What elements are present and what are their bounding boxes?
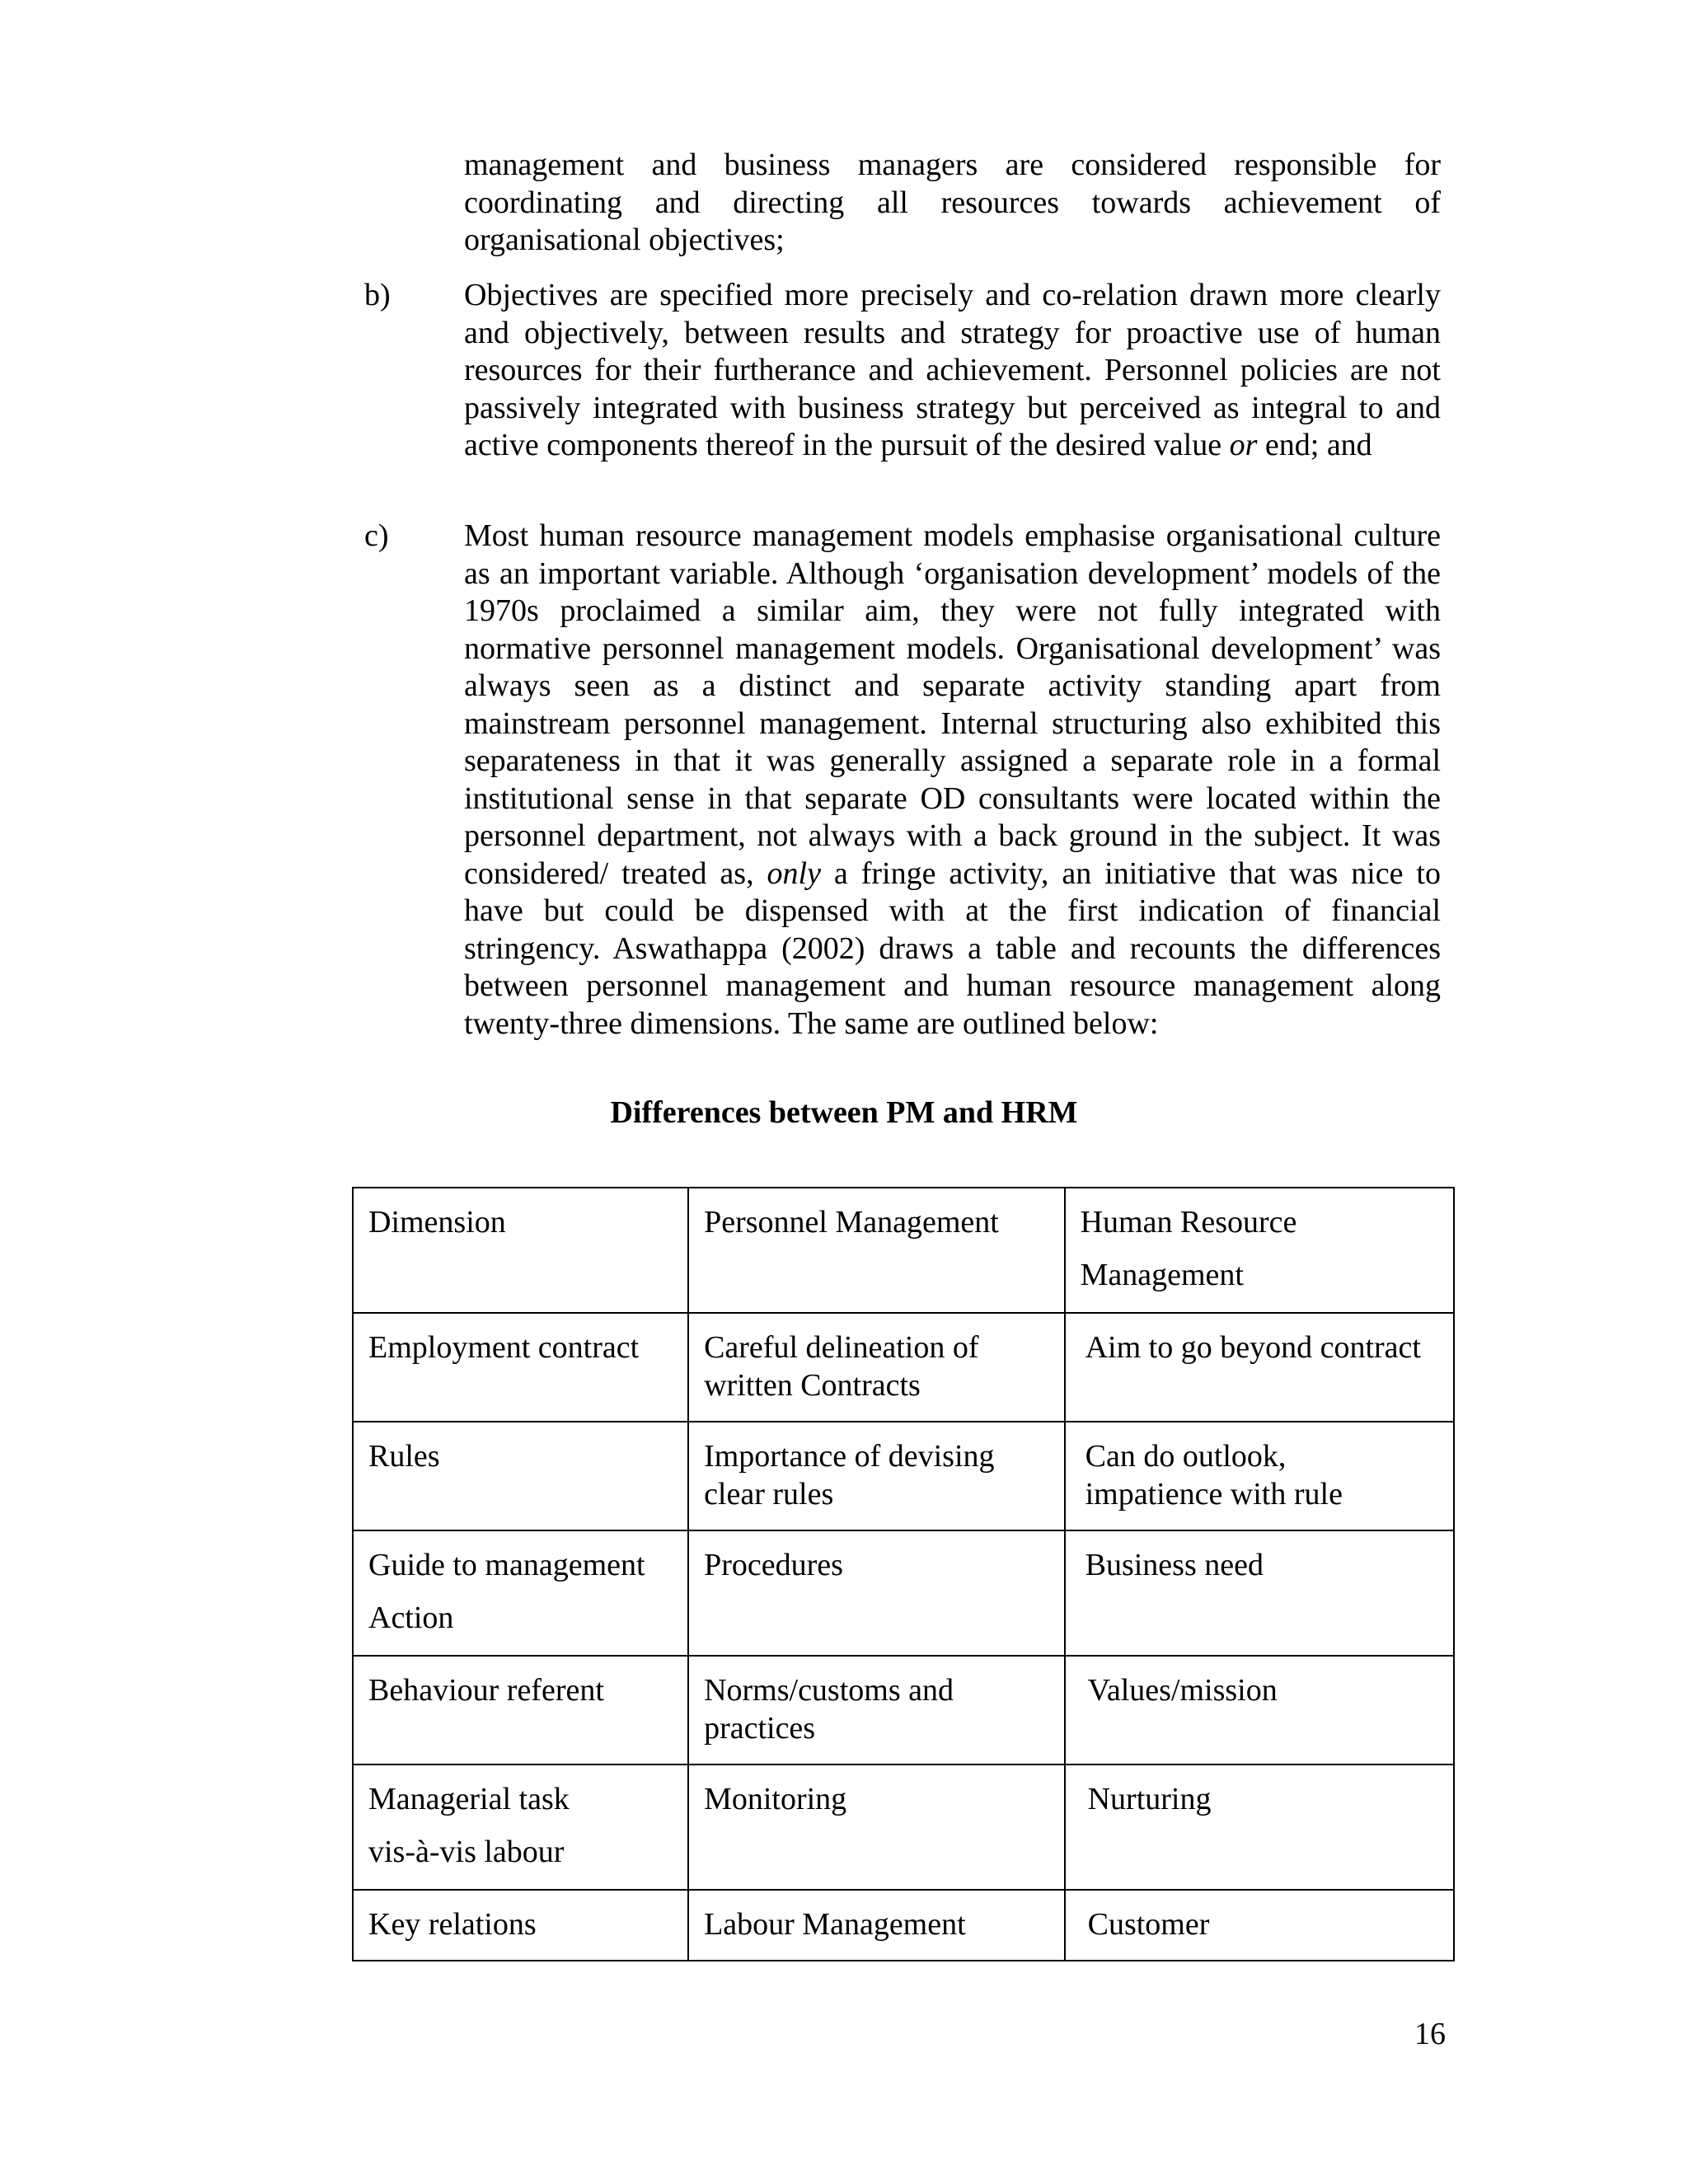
cell-dimension: Guide to management Action	[353, 1530, 688, 1656]
cell-pm: Labour Management	[688, 1890, 1065, 1961]
cell-hrm: Business need	[1065, 1530, 1454, 1656]
item-c-paragraph	[464, 518, 1441, 1043]
table-row	[353, 1422, 1454, 1530]
cell-hrm: Nurturing	[1065, 1765, 1454, 1890]
cell-pm: Importance of devising clear rules	[688, 1422, 1065, 1530]
table-row	[353, 1890, 1454, 1961]
item-c-italic: only	[767, 855, 821, 891]
item-b-italic: or	[1229, 428, 1258, 462]
cell-pm: Careful delineation of written Contracts	[688, 1313, 1065, 1422]
header-hrm: Human Resource Management	[1065, 1188, 1454, 1313]
table-title: Differences between PM and HRM	[610, 1095, 1078, 1130]
cell-dimension: Key relations	[353, 1890, 688, 1961]
cell-pm: Norms/customs and practices	[688, 1656, 1065, 1765]
cell-hrm: Can do outlook, impatience with rule	[1065, 1422, 1454, 1530]
header-dimension: Dimension	[353, 1188, 688, 1313]
cell-hrm: Values/mission	[1065, 1656, 1454, 1765]
table-row	[353, 1530, 1454, 1656]
cell-dimension: Rules	[353, 1422, 688, 1530]
cell-dimension: Behaviour referent	[353, 1656, 688, 1765]
cell-hrm: Aim to go beyond contract	[1065, 1313, 1454, 1422]
cell-dimension: Managerial task vis-à-vis labour	[353, 1765, 688, 1890]
table-row	[353, 1656, 1454, 1765]
pm-hrm-table	[352, 1187, 1455, 1961]
item-c-text: Most human resource management models emphasise organisational culture as an important variable. Although ‘organisation development’ models of the 1970s proclaimed a similar aim, they were not fully integrated with normative personnel management models. Organisational development’ was always seen as a distinct and separate activity standing apart from mainstream personnel management. Internal structuring also exhibited this separateness in that it was generally assigned a separate role in a formal institutional sense in that separate OD consultants were located within the personnel department, not always with a back ground in the subject. It was considered/ treated as,	[464, 518, 1441, 891]
table-header-row	[353, 1188, 1454, 1313]
item-b-label: b)	[364, 278, 391, 312]
item-c-label: c)	[364, 518, 389, 553]
item-b-text-end: end; and	[1257, 428, 1372, 462]
cell-pm: Monitoring	[688, 1765, 1065, 1890]
page-number: 16	[1414, 2017, 1446, 2051]
item-c-text-end: a fringe activity, an initiative that was nice to have but could be dispensed with at the first indication of financial stringency. Aswathappa (2002) draws a table and recounts the differences between personnel management and human resource management along twenty-three dimensions. The same are outlined below:	[464, 855, 1441, 1041]
cell-dimension: Employment contract	[353, 1313, 688, 1422]
cell-pm: Procedures	[688, 1530, 1065, 1656]
table-row	[353, 1765, 1454, 1890]
item-b-paragraph	[464, 277, 1441, 465]
intro-paragraph: management and business managers are considered responsible for coordinating and directing all resources towards achievement of organisational objectives;	[464, 148, 1441, 257]
header-pm: Personnel Management	[688, 1188, 1065, 1313]
table-row	[353, 1313, 1454, 1422]
item-b-text: Objectives are specified more precisely and co-relation drawn more clearly and objectively, between results and strategy for proactive use of human resources for their furtherance and achievement. Personnel policies are not passively integrated with business strategy but perceived as integral to and active components thereof in the pursuit of the desired value	[464, 278, 1441, 462]
cell-hrm: Customer	[1065, 1890, 1454, 1961]
